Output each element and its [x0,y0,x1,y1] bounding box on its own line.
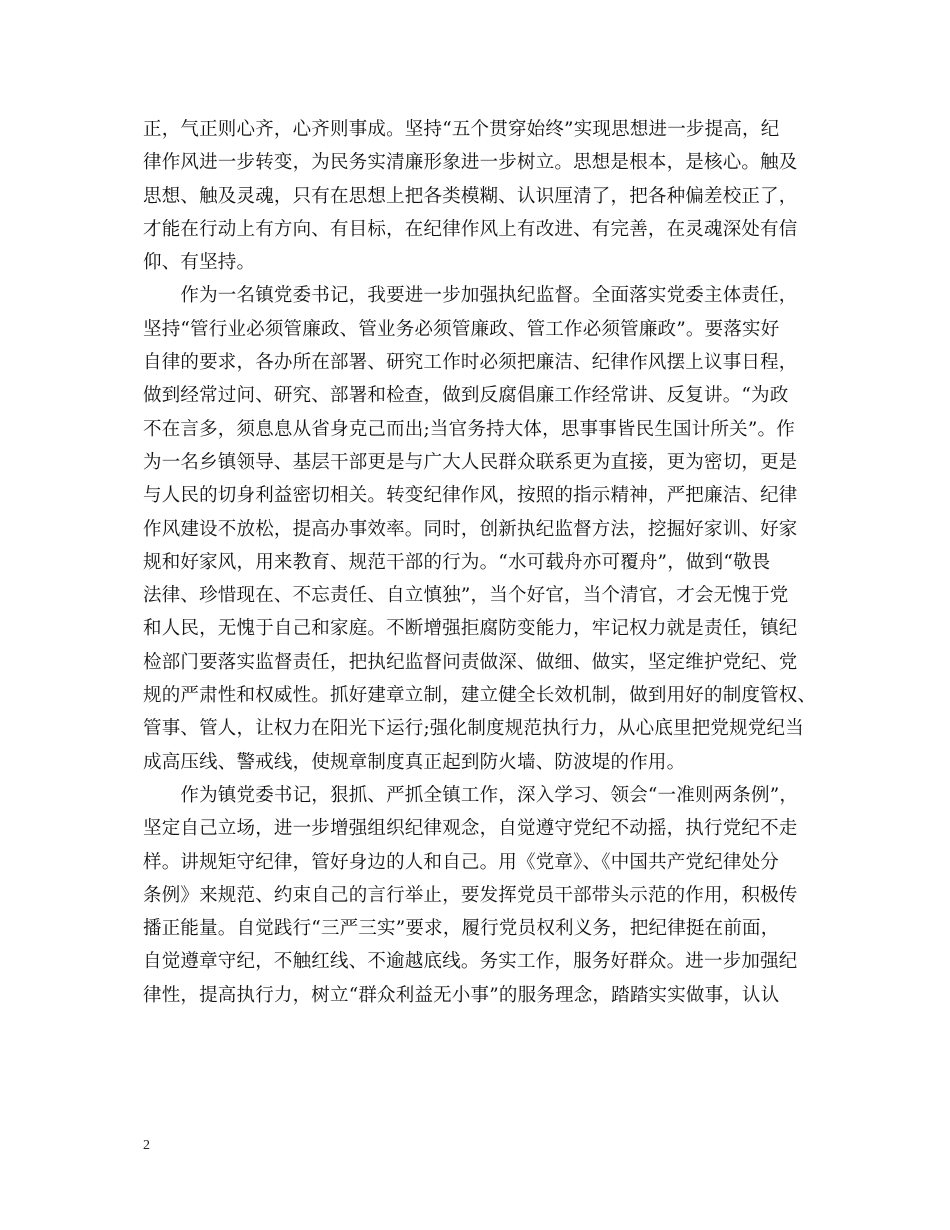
text-line: 作风建设不放松，提高办事效率。同时，创新执纪监督方法，挖掘好家训、好家 [143,518,798,540]
text-line: 思想、触及灵魂，只有在思想上把各类模糊、认识厘清了，把各种偏差校正了， [143,185,798,207]
text-line: 成高压线、警戒线，使规章制度真正起到防火墙、防波堤的作用。 [143,751,686,773]
text-line: 和人民，无愧于自己和家庭。不断增强拒腐防变能力，牢记权力就是责任，镇纪 [143,618,798,640]
text-line: 规和好家风，用来教育、规范干部的行为。“水可载舟亦可覆舟”，做到“敬畏 [143,551,771,573]
text-line: 条例》来规范、约束自己的言行举止，要发挥党员干部带头示范的作用，积极传 [143,884,798,906]
text-line: 不在言多，须息息从省身克己而出;当官务持大体，思事事皆民生国计所关”。作 [143,418,795,440]
text-line: 为一名乡镇领导、基层干部更是与广大人民群众联系更为直接，更为密切，更是 [143,451,798,473]
text-line: 律性，提高执行力，树立“群众利益无小事”的服务理念，踏踏实实做事，认认 [143,984,780,1006]
text-line: 检部门要落实监督责任，把执纪监督问责做深、做细、做实，坚定维护党纪、党 [143,651,798,673]
text-line: 仰、有坚持。 [143,252,256,274]
body-text [143,113,817,1012]
text-line: 作为镇党委书记，狠抓、严抓全镇工作，深入学习、领会“一准则两条例”， [143,784,799,806]
text-line: 才能在行动上有方向、有目标，在纪律作风上有改进、有完善，在灵魂深处有信 [143,218,798,240]
text-line: 管事、管人，让权力在阳光下运行;强化制度规范执行力，从心底里把党规党纪当 [143,718,804,740]
text-line: 正，气正则心齐，心齐则事成。坚持“五个贯穿始终”实现思想进一步提高，纪 [143,119,780,140]
text-line: 播正能量。自觉践行“三严三实”要求，履行党员权利义务，把纪律挺在前面， [143,918,780,940]
text-line: 法律、珍惜现在、不忘责任、自立慎独”，当个好官，当个清官，才会无愧于党 [143,585,789,607]
text-line: 与人民的切身利益密切相关。转变纪律作风，按照的指示精神，严把廉洁、纪律 [143,485,798,507]
text-line: 做到经常过问、研究、部署和检查，做到反腐倡廉工作经常讲、反复讲。“为政 [143,385,789,407]
text-line: 规的严肃性和权威性。抓好建章立制，建立健全长效机制，做到用好的制度管权、 [143,685,817,707]
text-line: 坚持“管行业必须管廉政、管业务必须管廉政、管工作必须管廉政”。要落实好 [143,318,780,340]
text-line: 作为一名镇党委书记，我要进一步加强执纪监督。全面落实党委主体责任， [143,285,798,307]
text-line: 样。讲规矩守纪律，管好身边的人和自己。用《党章》、《中国共产党纪律处分 [143,851,780,873]
text-line: 自律的要求，各办所在部署、研究工作时必须把廉洁、纪律作风摆上议事日程， [143,352,798,374]
page-number: 2 [143,1138,150,1153]
text-line: 律作风进一步转变，为民务实清廉形象进一步树立。思想是根本，是核心。触及 [143,152,798,174]
text-line: 自觉遵章守纪，不触红线、不逾越底线。务实工作，服务好群众。进一步加强纪 [143,951,798,973]
text-line: 坚定自己立场，进一步增强组织纪律观念，自觉遵守党纪不动摇，执行党纪不走 [143,818,798,840]
